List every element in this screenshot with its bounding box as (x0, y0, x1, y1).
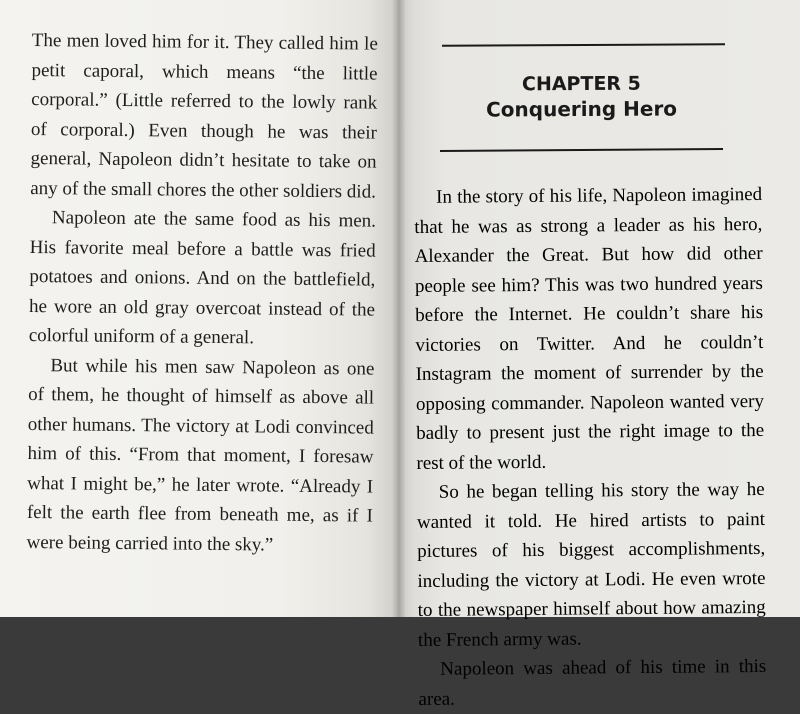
left-paragraph-3: But while his men saw Napoleon as one of them, he thought of himself as above all other humans. The victory at Lodi convinced him of this. “From that moment, I foresaw what I might be,” he later wrote. “Already I felt the earth flee from beneath me, as if I were being carried into the sky.” (26, 354, 375, 556)
right-page-body (414, 180, 767, 714)
chapter-heading (440, 71, 723, 122)
left-paragraph-1: The men loved him for it. They called him le petit caporal, which means “the little corporal.” (Little referred to the lowly rank of corporal.) Even though he was their general, Napoleon didn’t hesitate to take on any of the small chores the other soldiers did. (30, 29, 378, 203)
left-paragraph-2: Napoleon ate the same food as his men. His favorite meal before a battle was fried potatoes and onions. And on the battlefield, he wore an old gray overcoat instead of the colorful uniform of a general. (28, 207, 377, 349)
right-paragraph-3: Napoleon was ahead of his time in this area. (418, 655, 767, 710)
right-paragraph-1: In the story of his life, Napoleon imagined that he was as strong a leader as his hero, Alexander the Great. But how did other people see him? This was two hundred years before the Internet. He couldn’t share his victories on Twitter. And he couldn’t Instagram the moment of surrender by the opposing commander. Napoleon wanted very badly to present just the right image to the rest of the world. (414, 183, 765, 474)
left-page (0, 0, 398, 617)
right-paragraph-2: So he began telling his story the way he wanted it told. He hired artists to paint pictures of his biggest accomplishments, including the victory at Lodi. He even wrote to the newspaper himself about how amazing the French army was. (416, 478, 766, 651)
chapter-title: Conquering Hero (486, 96, 678, 122)
left-page-body (26, 26, 378, 561)
chapter-number: CHAPTER 5 (521, 72, 641, 96)
book-gutter (392, 0, 406, 617)
